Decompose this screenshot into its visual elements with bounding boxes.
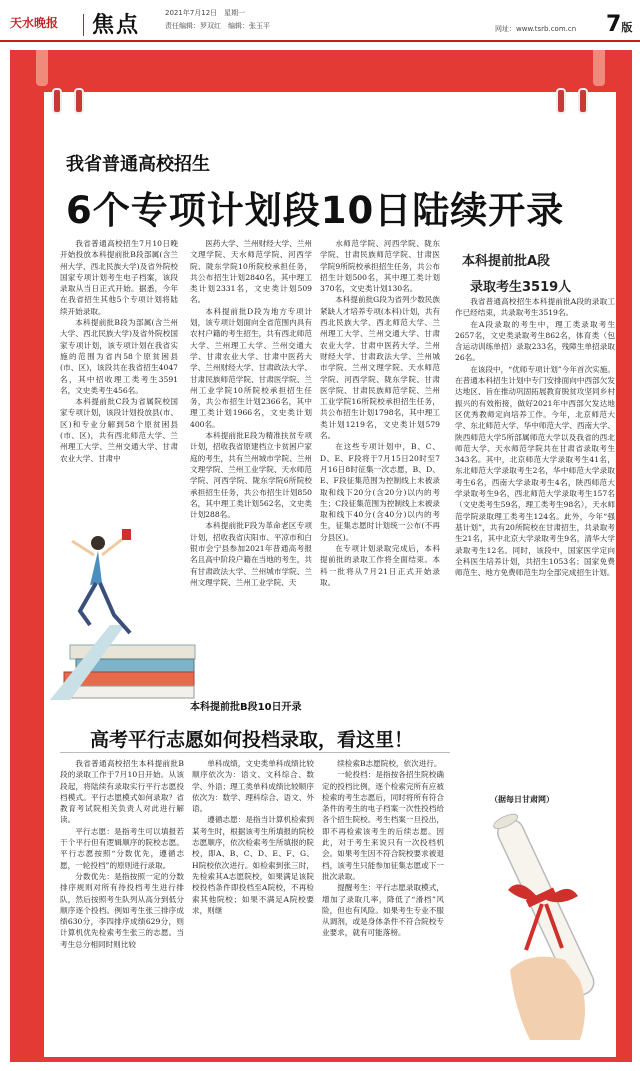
article2-divider [60, 752, 450, 753]
sidebar-column [455, 296, 615, 578]
section-title: 焦点 [92, 12, 141, 38]
masthead-divider [83, 14, 84, 36]
paragraph: 在该段中，“优师专项计划”今年首次实施。在普通本科招生计划中专门安排面向中西部欠发达地区、旨在推动巩固拓展教育脱贫攻坚同乡村振兴的有效衔接，做好2021年中西部欠发达地区优秀教师定向培养工作。今年，北京师范大学、东北师范大学、华中师范大学、西南大学、陕西师范大学5所部属师范大学以及我省的西北师范大学、天水师范学院共在甘肃省录取考生343名。其中，北京师范大学录取考生41名，东北师范大学录取考生2名，华中师范大学录取考生6名，西南大学录取考生4名，陕西师范大学录取考生9名，西北师范大学录取考生157名（文史类考生59名，理工类考生98名），天水师范学院录取理工类考生124名。此外，今年“强基计划”，共有20所院校在甘肃招生，共录取考生21名，其中北京大学录取考生9名，清华大学录取考生12名。同时，该段中，国家医学定向全科医生培养计划，共招生1053名；国家免费师范生、地方免费师范生均全部完成招生计划。 [455, 364, 615, 578]
binder-ring-icon [556, 88, 566, 114]
paragraph: 本科提前批G段为省列少数民族紧缺人才培养专项(本科)计划，共有西北民族大学、西北师范大学、兰州理工大学、兰州交通大学、甘肃农业大学、甘肃中医药大学、兰州财经大学、甘肃政法大学、兰州城市学院、兰州文理学院、天水师范学院、河西学院、陇东学院、甘肃医学院、甘肃民族师范学院、兰州工业学院16所院校承担招生任务，共公布招生计划1798名，其中理工类计划1219名，文史类计划579名。 [320, 295, 440, 441]
paragraph: 一轮投档：是指按各招生院校确定的投档比例，逐个检索完所有应被检索的考生志愿后，同时将所有符合条件的考生的电子档案一次性投档给各个招生院校。考生档案一旦投出，即不再检索该考生的后续志愿。因此，对于考生来说只有一次投档机会。如果考生因不符合院校要求被退档，该考生只能参加征集志愿或下一批次录取。 [322, 770, 444, 881]
article1-column-3 [320, 238, 440, 588]
paragraph: 本科提前批D段为地方专项计划，该专项计划面向全省范围内具有农村户籍的考生招生，共有西北师范大学、兰州理工大学、兰州交通大学、甘肃农业大学、甘肃中医药大学、兰州财经大学、甘肃政法大学、甘肃民族师范学院、甘肃医学院、兰州工业学院10所院校承担招生任务，共公布招生计划2366名，其中理工类计划1966名，文史类计划400名。 [190, 306, 312, 429]
paragraph: 水师范学院、河西学院、陇东学院、甘肃民族师范学院、甘肃医学院9所院校承担招生任务，共公布招生计划500名，其中理工类计划370名，文史类计划130名。 [320, 239, 440, 294]
paragraph: 平行志愿：是指考生可以填报若干个平行但有逻辑顺序的院校志愿。平行志愿按照“分数优先，遵循志愿，一轮投档”的原则进行录取。 [60, 826, 184, 870]
editor-credits: 责任编辑：罗双红 编辑：张玉平 [165, 22, 270, 30]
masthead [0, 0, 640, 42]
article1-column-1 [60, 238, 178, 464]
article2-headline: 高考平行志愿如何投档录取，看这里！ [90, 729, 414, 751]
diploma-scroll-illustration [470, 780, 625, 1040]
paragraph: 医药大学、兰州财经大学、兰州文理学院、天水师范学院、河西学院、陇东学院10所院校承担任务，共公布招生计划2840名，其中理工类计划2331名，文史类计划509名。 [190, 239, 312, 305]
binder-ring-icon [578, 88, 588, 114]
sidebar-headline-line1: 本科提前批A段 [462, 254, 551, 269]
paragraph: 本科提前批F段为革命老区专项计划，招收我省庆阳市、平凉市和白银市会宁县参加2021年普通高考报名且高中阶段户籍在当地的考生，共有甘肃政法大学、兰州城市学院、兰州文理学院、兰州工业学院、天 [190, 521, 312, 587]
binder-ring-icon [52, 88, 62, 114]
paper-name: 天水晚报 [10, 16, 59, 30]
page-number: 7版 [606, 12, 633, 37]
article-source: （据每日甘肃网） [490, 794, 554, 804]
student-on-books-illustration [50, 525, 200, 700]
sidebar-headline-line2: 录取考生3519人 [470, 280, 572, 295]
paragraph: 本科提前批E段为精准扶贫专项计划，招收我省原建档立卡贫困户家庭的考生，共有兰州城市学院、兰州文理学院、兰州工业学院、天水师范学院、河西学院、陇东学院6所院校承担招生任务，共公布招生计划850名，其中理工类计划562名，文史类计划288名。 [190, 431, 312, 520]
paragraph: 在这些专项计划中，B、C、D、E、F段将于7月15日20时至7月16日8时征集一次志愿，B、D、E、F段征集范围为控制线上未被录取和线下20分(含20分)以内的考生；C段征集范围为控制线上未被录取和线下40分(含40分)以内的考生，征集志愿时计划统一公布(不再分县区)。 [320, 442, 440, 542]
issue-date: 2021年7月12日 星期一 [165, 9, 246, 17]
paragraph: 分数优先：是指按照一定的分数排序规则对所有待投档考生进行排队，然后按照考生队列从高分到低分顺序逐个投档。例如考生张三排序成绩630分，李四排序成绩629分，则计算机优先检索考生张三的志愿。当考生总分相同时则比较 [60, 871, 184, 949]
article1-column-2 [190, 238, 312, 588]
article2-kicker: 本科提前批B段10日开录 [190, 702, 302, 713]
binder-ring-icon [74, 88, 84, 114]
paragraph: 单科成绩，文史类单科成绩比较顺序依次为：语文、文科综合、数学、外语；理工类单科成绩比较顺序依次为：数学、理科综合、语文、外语。 [192, 759, 314, 814]
article1-headline: 6个专项计划段10日陆续开录 [66, 189, 565, 232]
paragraph: 本科提前批C段为省属院校国家专项计划，该段计划投放县(市、区)和专业分解到58个原贫困县(市、区)，共有西北师范大学、兰州理工大学、兰州交通大学、甘肃农业大学、甘肃中 [60, 397, 178, 463]
paragraph: 我省普通高校招生本科提前批B段的录取工作于7月10日开始。从该段起，将陆续有录取实行平行志愿投档模式。平行志愿模式如何录取？省教育考试院相关负责人对此进行解读。 [60, 759, 184, 825]
article2-column-3 [322, 758, 444, 939]
article2-column-2 [192, 758, 314, 916]
website-url: 网址：www.tsrb.com.cn [495, 25, 577, 33]
paragraph: 在A段录取的考生中，理工类录取考生2657名，文史类录取考生862名，体育类（包含运动训练单招）录取233名，残障生单招录取26名。 [455, 319, 615, 363]
paragraph: 本科提前批B段为部属(含兰州大学、西北民族大学)及省外院校国家专项计划，该专项计划在我省实施的范围为省内58个原贫困县(市、区)，该段共在我省招生4047名，其中招收理工类考生3591名，文史类考生456名。 [60, 318, 178, 395]
paragraph: 遵循志愿：是指当计算机检索到某考生时，根据该考生所填报的院校志愿顺序，依次检索考生所填报的院校，即A、B、C、D、E、F、G、H院校依次进行。如检索到张三时，先检索其A志愿院校，如果满足该院校投档条件即投档至A院校，不再检索其他院校；如果不满足A院校要求，则继 [192, 815, 314, 915]
paragraph: 提醒考生：平行志愿录取模式，增加了录取几率，降低了“滑档”风险，但也有风险。如果考生专业不服从调剂，或是身体条件不符合院校专业要求，就有可能落榜。 [322, 883, 444, 938]
paragraph: 续检索B志愿院校，依次进行。 [337, 759, 442, 768]
article2-column-1 [60, 758, 184, 950]
paragraph: 我省普通高校招生本科提前批A段的录取工作已经结束，共录取考生3519名。 [455, 297, 615, 318]
paragraph: 我省普通高校招生7月10日晚开始投放本科提前批B段部属(含兰州大学、西北民族大学)及省外院校国家专项计划考生电子档案，该段录取从当日正式开始。据悉，今年在我省招生其他5个专项计划将陆续开始录取。 [60, 239, 178, 316]
article1-kicker: 我省普通高校招生 [66, 154, 210, 175]
paragraph: 在专项计划录取完成后，本科提前批的录取工作将全面结束。本科一批将从7月21日正式开始录取。 [320, 544, 440, 587]
